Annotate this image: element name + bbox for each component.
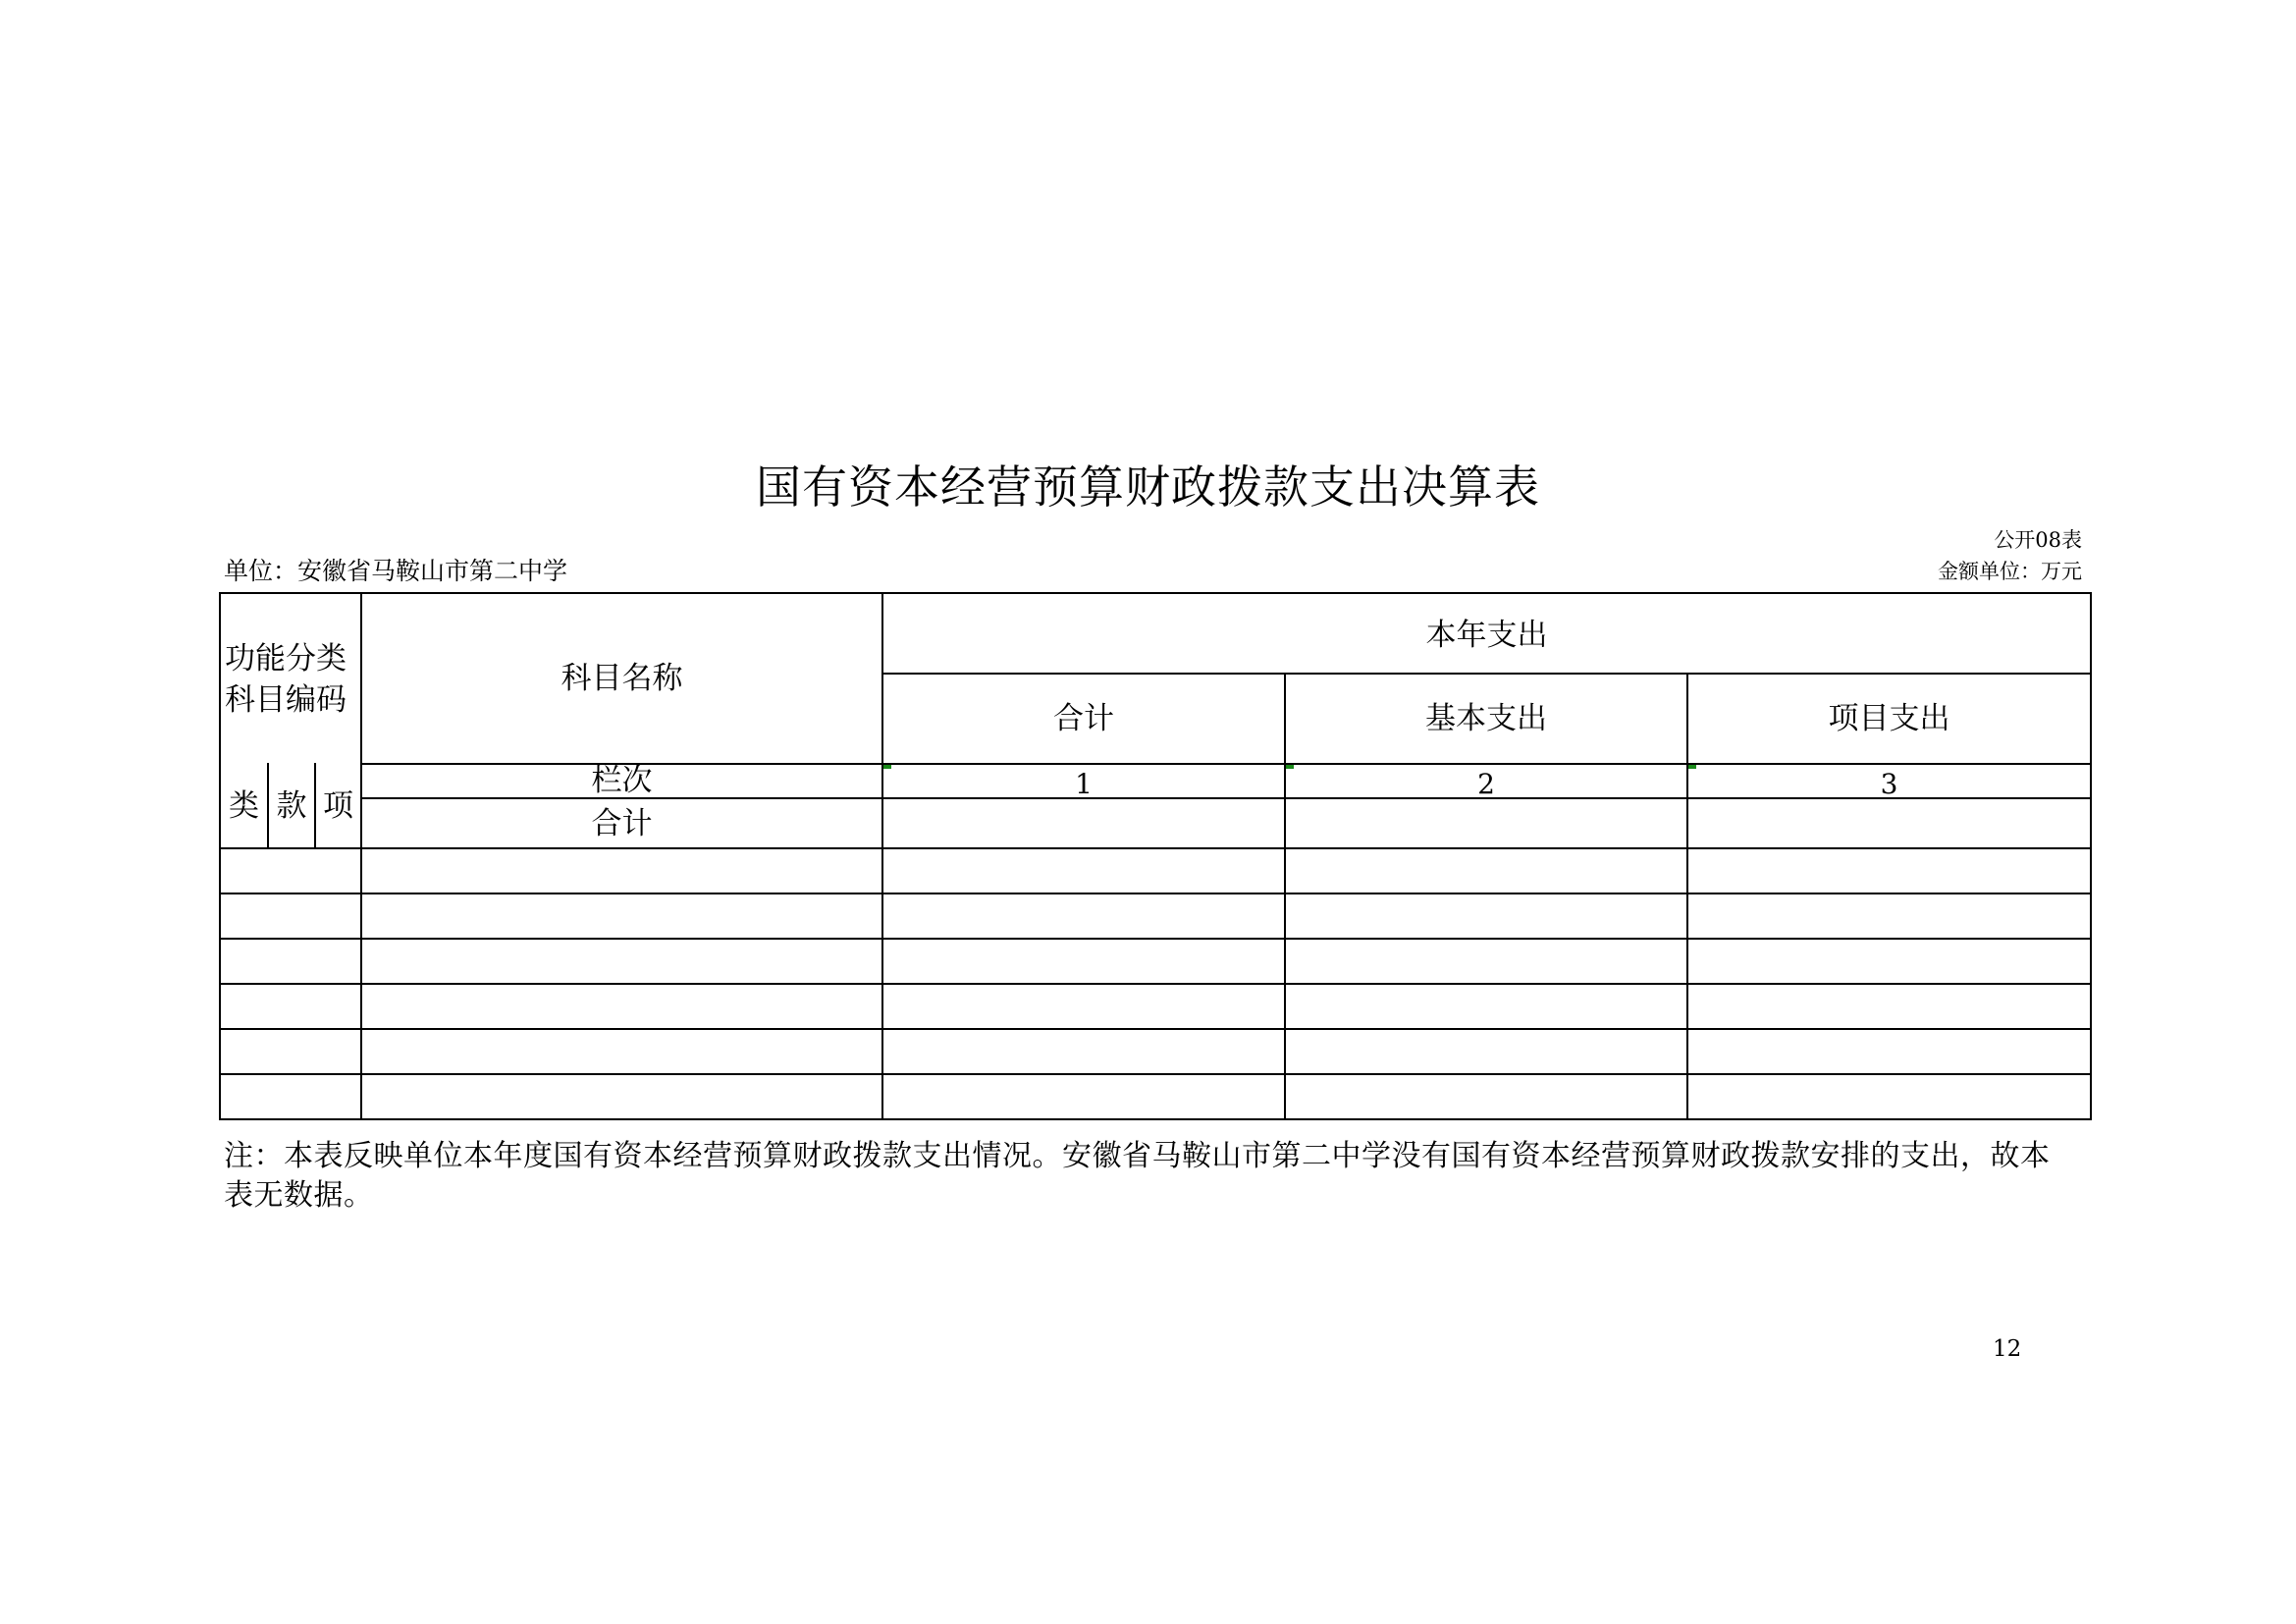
header-code-group (221, 638, 364, 721)
table-border-right (2090, 592, 2092, 1120)
total-row-label: 合计 (591, 806, 653, 841)
divider-row-3 (219, 983, 2092, 985)
divider-class-section (267, 763, 269, 848)
index-col-3: 3 (1880, 768, 1898, 800)
header-code-group-line1: 功能分类 (225, 641, 347, 677)
divider-row-4 (219, 1028, 2092, 1030)
divider-row-2 (219, 938, 2092, 940)
divider-row-1 (219, 893, 2092, 894)
divider-section-item (314, 763, 316, 848)
header-total: 合计 (1053, 701, 1114, 736)
table-border-top (219, 592, 2092, 594)
divider-basic-project (1686, 673, 1688, 1120)
cell-marker (1688, 765, 1696, 769)
header-current-year: 本年支出 (1425, 618, 1548, 653)
header-basic: 基本支出 (1425, 701, 1547, 736)
cell-marker (883, 765, 891, 769)
cell-marker (1286, 765, 1294, 769)
amount-unit-label: 金额单位：万元 (1938, 560, 2082, 583)
page-number: 12 (1993, 1336, 2022, 1362)
form-number: 公开08表 (1994, 528, 2082, 552)
header-class: 类 (229, 788, 259, 824)
divider-code-name (360, 592, 362, 1120)
index-col-2: 2 (1477, 768, 1495, 800)
footnote: 注：本表反映单位本年度国有资本经营预算财政拨款支出情况。安徽省马鞍山市第二中学没有国有资本经营预算财政拨款安排的支出，故本表无数据。 (224, 1139, 2051, 1213)
divider-header-bottom (360, 763, 2091, 765)
divider-total-basic (1284, 673, 1286, 1120)
index-row-label: 栏次 (591, 763, 653, 798)
divider-total-row (219, 847, 2092, 849)
divider-current-year (881, 673, 2091, 675)
index-col-1: 1 (1075, 768, 1093, 800)
divider-name-total (881, 592, 883, 1120)
table-border-left (219, 592, 221, 1120)
header-project: 项目支出 (1828, 701, 1950, 736)
table-border-bottom (219, 1118, 2092, 1120)
header-code-group-line2: 科目编码 (225, 682, 347, 718)
page-title: 国有资本经营预算财政拨款支出决算表 (756, 460, 1540, 514)
header-item: 项 (323, 788, 353, 824)
header-subject-name: 科目名称 (561, 661, 683, 696)
header-section: 款 (276, 788, 307, 824)
divider-row-5 (219, 1073, 2092, 1075)
divider-index-row (360, 797, 2091, 799)
unit-label: 单位：安徽省马鞍山市第二中学 (224, 557, 568, 585)
